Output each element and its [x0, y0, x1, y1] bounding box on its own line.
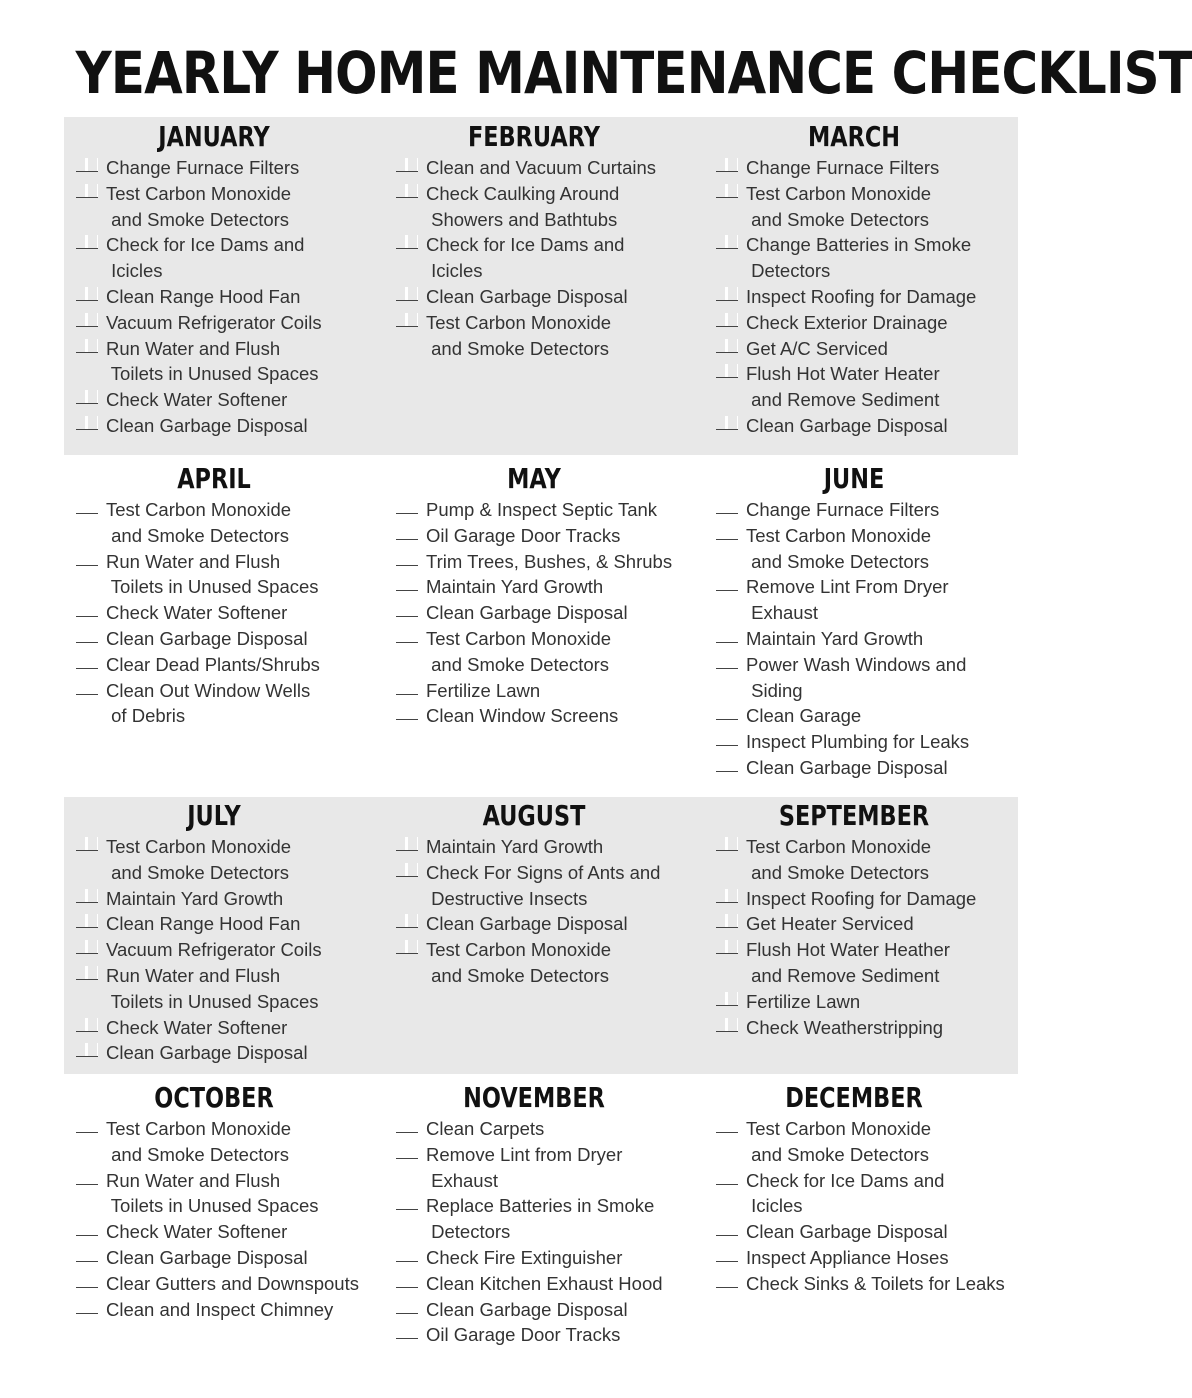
task-item: [76, 155, 374, 181]
checkbox-blank[interactable]: [716, 416, 738, 430]
checkbox-blank[interactable]: [716, 364, 738, 378]
task-label: Vacuum Refrigerator Coils: [106, 311, 322, 333]
task-item: [76, 232, 374, 284]
checkbox-blank[interactable]: [396, 837, 418, 851]
task-label: Maintain Yard Growth: [106, 887, 284, 909]
checkbox-blank[interactable]: [716, 706, 738, 720]
task-item: [716, 413, 1014, 439]
task-item: [716, 181, 1014, 233]
task-label: Clean Garbage Disposal: [426, 913, 628, 935]
checkbox-blank[interactable]: [76, 235, 98, 249]
task-label: Remove Lint from Dryer Exhaust: [426, 1143, 623, 1191]
task-label: Check Weatherstripping: [746, 1016, 944, 1038]
checkbox-blank[interactable]: [396, 1325, 418, 1339]
checkbox-blank[interactable]: [716, 1119, 738, 1133]
checkbox-blank[interactable]: [396, 500, 418, 514]
checkbox-blank[interactable]: [76, 1300, 98, 1314]
task-item: [76, 549, 374, 601]
task-label: Oil Garage Door Tracks: [426, 524, 621, 546]
checkbox-blank[interactable]: [716, 577, 738, 591]
checkbox-blank[interactable]: [716, 837, 738, 851]
checkbox-blank[interactable]: [76, 914, 98, 928]
checkbox-blank[interactable]: [76, 629, 98, 643]
month-heading: DECEMBER: [785, 1081, 923, 1114]
task-item: [396, 834, 694, 860]
task-label: Check Caulking Around Showers and Bathtubs: [426, 182, 620, 230]
checkbox-blank[interactable]: [716, 1171, 738, 1185]
task-label: Run Water and Flush Toilets in Unused Spaces: [106, 337, 319, 385]
checkbox-blank[interactable]: [76, 339, 98, 353]
checkbox-blank[interactable]: [396, 681, 418, 695]
task-label: Test Carbon Monoxide and Smoke Detectors: [106, 836, 292, 883]
task-label: Check Sinks & Toilets for Leaks: [746, 1272, 1005, 1294]
task-label: Clean Window Screens: [426, 705, 619, 727]
checkbox-blank[interactable]: [396, 577, 418, 591]
task-label: Clean Garbage Disposal: [106, 414, 308, 436]
task-item: [76, 1040, 374, 1066]
checkbox-blank[interactable]: [76, 603, 98, 617]
task-label: Oil Garage Door Tracks: [426, 1324, 621, 1346]
checkbox-blank[interactable]: [716, 655, 738, 669]
month-november: [374, 1080, 694, 1348]
task-item: [716, 911, 1014, 937]
task-label: Test Carbon Monoxide and Smoke Detectors: [426, 627, 612, 675]
task-label: Check for Ice Dams and Icicles: [746, 1169, 945, 1217]
task-label: Flush Hot Water Heater and Remove Sediment: [746, 363, 940, 411]
task-item: [716, 626, 1014, 652]
checkbox-blank[interactable]: [716, 758, 738, 772]
task-label: Test Carbon Monoxide and Smoke Detectors: [106, 499, 292, 546]
month-heading: MARCH: [807, 120, 901, 153]
task-item: [76, 387, 374, 413]
task-label: Check Water Softener: [106, 389, 288, 411]
checkbox-blank[interactable]: [716, 1018, 738, 1032]
task-label: Check Water Softener: [106, 1016, 288, 1038]
task-item: [76, 284, 374, 310]
checkbox-blank[interactable]: [76, 1171, 98, 1185]
checkbox-blank[interactable]: [76, 552, 98, 566]
checkbox-blank[interactable]: [716, 940, 738, 954]
task-item: [396, 860, 694, 912]
checkbox-blank[interactable]: [396, 1119, 418, 1133]
task-item: [716, 155, 1014, 181]
task-item: [76, 413, 374, 439]
task-label: Maintain Yard Growth: [746, 627, 924, 649]
month-heading: JANUARY: [158, 120, 270, 153]
task-label: Replace Batteries in Smoke Detectors: [426, 1195, 655, 1243]
checkbox-blank[interactable]: [396, 552, 418, 566]
task-item: [76, 626, 374, 652]
checkbox-blank[interactable]: [396, 1196, 418, 1210]
checkbox-blank[interactable]: [76, 1222, 98, 1236]
task-label: Test Carbon Monoxide and Smoke Detectors: [746, 836, 932, 883]
task-label: Clean Garbage Disposal: [746, 1221, 948, 1243]
month-december: [694, 1080, 1014, 1297]
checkbox-blank[interactable]: [716, 732, 738, 746]
checkbox-blank[interactable]: [76, 158, 98, 172]
month-heading: MAY: [507, 462, 561, 495]
task-label: Pump & Inspect Septic Tank: [426, 499, 658, 520]
page-title: YEARLY HOME MAINTENANCE CHECKLIST: [75, 39, 1192, 107]
checkbox-blank[interactable]: [716, 287, 738, 301]
task-label: Clean Range Hood Fan: [106, 913, 301, 935]
checkbox-blank[interactable]: [396, 313, 418, 327]
task-item: [76, 678, 374, 730]
task-item: [396, 1245, 694, 1271]
task-label: Clean Garage: [746, 705, 862, 727]
task-label: Run Water and Flush Toilets in Unused Spaces: [106, 550, 319, 598]
task-label: Check for Ice Dams and Icicles: [106, 234, 305, 282]
task-label: Change Batteries in Smoke Detectors: [746, 234, 972, 282]
checkbox-blank[interactable]: [716, 914, 738, 928]
task-label: Clean and Vacuum Curtains: [426, 157, 657, 178]
month-heading: FEBRUARY: [467, 120, 600, 153]
checkbox-blank[interactable]: [76, 966, 98, 980]
task-item: [396, 523, 694, 549]
task-label: Maintain Yard Growth: [426, 576, 604, 598]
task-item: [76, 963, 374, 1015]
task-item: [76, 310, 374, 336]
task-list: [396, 834, 694, 989]
task-label: Clean Garbage Disposal: [426, 1298, 628, 1320]
task-list: [76, 497, 374, 729]
task-item: [716, 284, 1014, 310]
task-item: [716, 703, 1014, 729]
task-item: [716, 729, 1014, 755]
task-label: Inspect Roofing for Damage: [746, 285, 977, 307]
checkbox-blank[interactable]: [716, 1248, 738, 1262]
task-item: [76, 600, 374, 626]
checkbox-blank[interactable]: [396, 863, 418, 877]
checkbox-blank[interactable]: [76, 1043, 98, 1057]
task-label: Check Exterior Drainage: [746, 311, 948, 333]
task-label: Power Wash Windows and Siding: [746, 653, 967, 701]
checkbox-blank[interactable]: [76, 889, 98, 903]
task-label: Vacuum Refrigerator Coils: [106, 939, 322, 961]
task-label: Clean Range Hood Fan: [106, 285, 301, 307]
task-item: [76, 1271, 374, 1297]
checkbox-blank[interactable]: [76, 1119, 98, 1133]
checkbox-blank[interactable]: [396, 629, 418, 643]
task-item: [716, 523, 1014, 575]
month-august: [374, 798, 694, 989]
checkbox-blank[interactable]: [396, 706, 418, 720]
checkbox-blank[interactable]: [76, 184, 98, 198]
task-label: Inspect Roofing for Damage: [746, 887, 977, 909]
task-item: [716, 652, 1014, 704]
task-item: [716, 1245, 1014, 1271]
task-item: [396, 600, 694, 626]
checkbox-blank[interactable]: [716, 235, 738, 249]
checkbox-blank[interactable]: [396, 184, 418, 198]
task-item: [716, 1168, 1014, 1220]
checkbox-blank[interactable]: [396, 603, 418, 617]
checkbox-blank[interactable]: [716, 500, 738, 514]
task-item: [716, 232, 1014, 284]
task-list: [76, 155, 374, 439]
task-list: [76, 1116, 374, 1322]
task-label: Flush Hot Water Heather and Remove Sediment: [746, 939, 950, 986]
month-february: [374, 119, 694, 361]
checkbox-blank[interactable]: [76, 390, 98, 404]
checkbox-blank[interactable]: [76, 1274, 98, 1288]
task-label: Clean Garbage Disposal: [426, 602, 628, 624]
month-heading: APRIL: [177, 462, 251, 495]
task-label: Clean Garbage Disposal: [106, 627, 308, 649]
task-label: Clean Garbage Disposal: [106, 1042, 308, 1064]
task-item: [76, 1116, 374, 1168]
checkbox-blank[interactable]: [76, 1018, 98, 1032]
task-label: Clean Garbage Disposal: [746, 414, 948, 436]
task-list: [396, 155, 694, 361]
task-list: [396, 1116, 694, 1348]
task-label: Clean Out Window Wells of Debris: [106, 679, 311, 727]
task-item: [716, 310, 1014, 336]
task-item: [76, 336, 374, 388]
month-january: [54, 119, 374, 439]
month-heading: JUNE: [823, 462, 885, 495]
task-item: [76, 911, 374, 937]
task-label: Clean Garbage Disposal: [426, 285, 628, 307]
task-item: [716, 886, 1014, 912]
task-label: Clear Gutters and Downspouts: [106, 1272, 359, 1294]
task-item: [396, 1193, 694, 1245]
checkbox-blank[interactable]: [76, 500, 98, 514]
task-item: [396, 310, 694, 362]
task-label: Inspect Plumbing for Leaks: [746, 731, 970, 753]
checkbox-blank[interactable]: [76, 655, 98, 669]
task-item: [396, 549, 694, 575]
task-item: [76, 1168, 374, 1220]
checkbox-blank[interactable]: [396, 287, 418, 301]
task-list: [716, 155, 1014, 439]
task-label: Run Water and Flush Toilets in Unused Spaces: [106, 964, 319, 1012]
task-item: [396, 1116, 694, 1142]
month-heading: JULY: [187, 799, 241, 832]
task-item: [396, 911, 694, 937]
task-item: [716, 336, 1014, 362]
task-label: Test Carbon Monoxide and Smoke Detectors: [106, 1118, 292, 1165]
checkbox-blank[interactable]: [716, 526, 738, 540]
checkbox-blank[interactable]: [76, 940, 98, 954]
checkbox-blank[interactable]: [716, 184, 738, 198]
task-item: [396, 678, 694, 704]
task-item: [396, 155, 694, 181]
task-label: Test Carbon Monoxide and Smoke Detectors: [746, 524, 932, 572]
task-item: [396, 626, 694, 678]
checkbox-blank[interactable]: [76, 416, 98, 430]
task-item: [716, 361, 1014, 413]
checkbox-blank[interactable]: [716, 992, 738, 1006]
task-label: Check for Ice Dams and Icicles: [426, 234, 625, 282]
month-heading: NOVEMBER: [463, 1081, 605, 1114]
task-label: Test Carbon Monoxide and Smoke Detectors: [426, 939, 612, 986]
task-item: [396, 1142, 694, 1194]
checkbox-blank[interactable]: [716, 158, 738, 172]
task-item: [716, 937, 1014, 989]
task-item: [716, 1271, 1014, 1297]
task-label: Clear Dead Plants/Shrubs: [106, 653, 320, 675]
task-item: [76, 497, 374, 549]
task-label: Test Carbon Monoxide and Smoke Detectors: [746, 1118, 932, 1165]
task-item: [396, 574, 694, 600]
task-item: [396, 497, 694, 523]
task-item: [716, 497, 1014, 523]
task-item: [396, 232, 694, 284]
task-item: [76, 181, 374, 233]
task-item: [396, 284, 694, 310]
task-label: Run Water and Flush Toilets in Unused Spaces: [106, 1169, 319, 1217]
task-item: [76, 1297, 374, 1323]
month-july: [54, 798, 374, 1066]
task-label: Trim Trees, Bushes, & Shrubs: [426, 550, 673, 572]
task-label: Clean Garbage Disposal: [746, 756, 948, 778]
task-label: Check Water Softener: [106, 602, 288, 624]
task-item: [716, 1219, 1014, 1245]
checkbox-blank[interactable]: [716, 889, 738, 903]
checkbox-blank[interactable]: [76, 287, 98, 301]
task-label: Clean Carpets: [426, 1118, 545, 1139]
task-list: [716, 1116, 1014, 1297]
task-item: [716, 834, 1014, 886]
task-label: Fertilize Lawn: [746, 990, 861, 1012]
task-item: [396, 1297, 694, 1323]
task-label: Test Carbon Monoxide and Smoke Detectors: [746, 182, 932, 230]
task-label: Clean Kitchen Exhaust Hood: [426, 1272, 663, 1294]
task-item: [396, 1322, 694, 1348]
checkbox-blank[interactable]: [76, 313, 98, 327]
task-label: Change Furnace Filters: [746, 499, 940, 520]
task-list: [76, 834, 374, 1066]
task-item: [716, 755, 1014, 781]
task-label: Check Water Softener: [106, 1221, 288, 1243]
task-label: Get Heater Serviced: [746, 913, 914, 935]
task-item: [76, 834, 374, 886]
month-may: [374, 461, 694, 729]
month-april: [54, 461, 374, 729]
task-item: [716, 1116, 1014, 1168]
task-item: [76, 652, 374, 678]
task-label: Check For Signs of Ants and Destructive Insects: [426, 861, 661, 909]
checkbox-blank[interactable]: [716, 339, 738, 353]
task-item: [76, 886, 374, 912]
task-item: [76, 1219, 374, 1245]
checkbox-blank[interactable]: [396, 1274, 418, 1288]
checkbox-blank[interactable]: [396, 1248, 418, 1262]
task-item: [716, 989, 1014, 1015]
checkbox-blank[interactable]: [396, 235, 418, 249]
checkbox-blank[interactable]: [716, 1222, 738, 1236]
checkbox-blank[interactable]: [396, 1145, 418, 1159]
task-item: [76, 1245, 374, 1271]
task-item: [396, 937, 694, 989]
task-label: Change Furnace Filters: [106, 157, 300, 178]
checkbox-blank[interactable]: [716, 629, 738, 643]
task-item: [396, 703, 694, 729]
task-item: [396, 181, 694, 233]
task-label: Inspect Appliance Hoses: [746, 1246, 949, 1268]
task-label: Clean and Inspect Chimney: [106, 1298, 334, 1320]
checkbox-blank[interactable]: [396, 526, 418, 540]
task-label: Get A/C Serviced: [746, 337, 888, 359]
month-heading: SEPTEMBER: [778, 799, 930, 832]
month-heading: AUGUST: [482, 799, 586, 832]
checkbox-blank[interactable]: [396, 940, 418, 954]
task-item: [76, 937, 374, 963]
checkbox-blank[interactable]: [76, 681, 98, 695]
month-march: [694, 119, 1014, 439]
task-list: [716, 497, 1014, 781]
task-item: [76, 1015, 374, 1041]
month-heading: OCTOBER: [154, 1081, 274, 1114]
task-item: [716, 1015, 1014, 1041]
checkbox-blank[interactable]: [396, 1300, 418, 1314]
month-september: [694, 798, 1014, 1040]
task-label: Check Fire Extinguisher: [426, 1246, 623, 1268]
task-item: [716, 574, 1014, 626]
task-label: Change Furnace Filters: [746, 157, 940, 178]
task-label: Maintain Yard Growth: [426, 836, 604, 857]
checkbox-blank[interactable]: [76, 837, 98, 851]
task-list: [396, 497, 694, 729]
task-label: Test Carbon Monoxide and Smoke Detectors: [106, 182, 292, 230]
task-label: Clean Garbage Disposal: [106, 1246, 308, 1268]
month-june: [694, 461, 1014, 781]
checkbox-blank[interactable]: [716, 1274, 738, 1288]
task-list: [716, 834, 1014, 1040]
task-label: Test Carbon Monoxide and Smoke Detectors: [426, 311, 612, 359]
checkbox-blank[interactable]: [76, 1248, 98, 1262]
checkbox-blank[interactable]: [716, 313, 738, 327]
task-label: Remove Lint From Dryer Exhaust: [746, 576, 949, 624]
checkbox-blank[interactable]: [396, 158, 418, 172]
task-item: [396, 1271, 694, 1297]
month-october: [54, 1080, 374, 1322]
task-label: Fertilize Lawn: [426, 679, 541, 701]
checkbox-blank[interactable]: [396, 914, 418, 928]
